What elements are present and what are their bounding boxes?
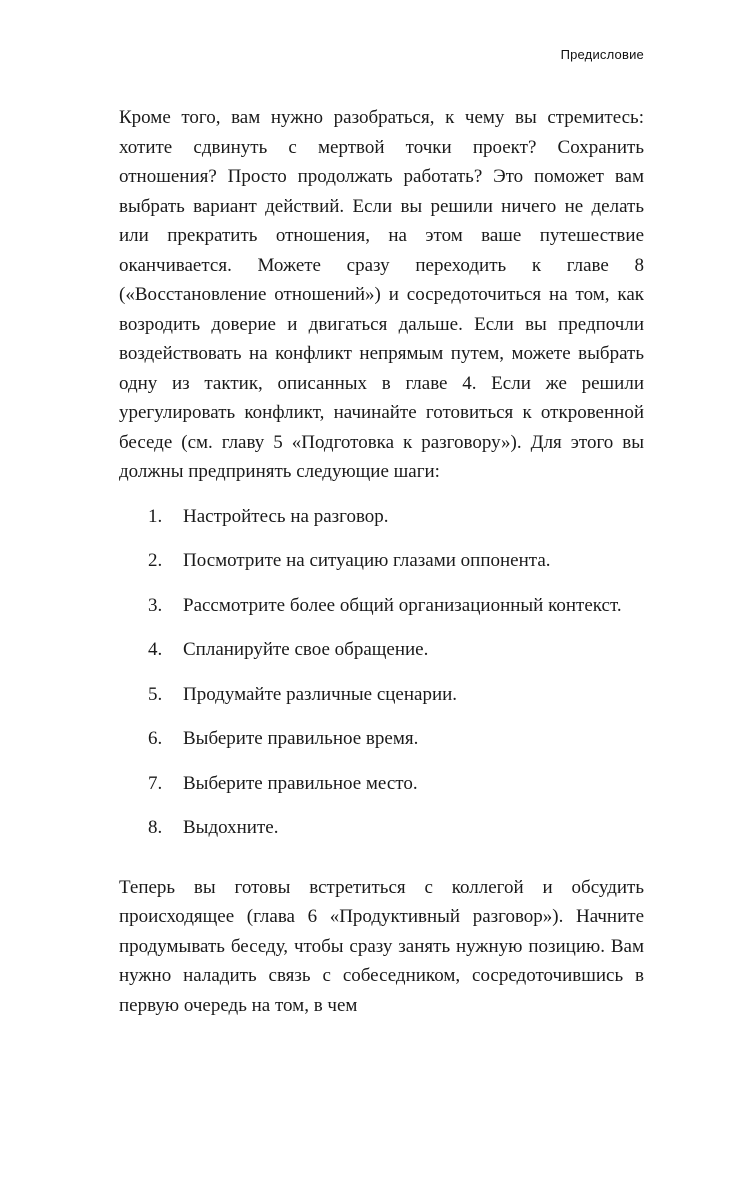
list-item (119, 680, 644, 710)
list-item-text: Продумайте различные сценарии. (183, 683, 458, 705)
list-item-number: 5. (148, 683, 163, 705)
list-item-number: 6. (148, 728, 163, 749)
list-item (119, 635, 644, 665)
steps-list (119, 502, 644, 843)
list-item-number: 1. (148, 505, 163, 527)
list-item (119, 769, 644, 799)
running-header: Предисловие (560, 47, 644, 62)
paragraph-1: Кроме того, вам нужно разобраться, к чему вы стремитесь: хотите сдвинуть с мертвой точки проект? Сохранить отношения? Просто продолжать работать? Это поможет вам выбрать вариант действий. Если вы решили ничего не делать или прекратить отношения, на этом ваше путешествие оканчивается. Можете сразу переходить к главе 8 («Восстановление отношений») и сосредоточиться на том, как возродить доверие и двигаться дальше. Если вы предпочли воздействовать на конфликт непрямым путем, можете выбрать одну из тактик, описанных в главе 4. Если же решили урегулировать конфликт, начинайте готовиться к откровенной беседе (см. главу 5 «Подготовка к разговору»). Для этого вы должны предпринять следующие шаги: (119, 107, 644, 482)
list-item (119, 502, 644, 532)
list-item-text: Выберите правильное место. (183, 772, 418, 794)
list-item-text: Настройтесь на разговор. (183, 505, 389, 527)
list-item-text: Посмотрите на ситуацию глазами оппонента. (183, 550, 551, 571)
list-item-text: Выдохните. (183, 817, 279, 838)
list-item-number: 3. (148, 594, 163, 616)
page-body (119, 103, 644, 1020)
list-item-number: 4. (148, 639, 163, 660)
list-item (119, 813, 644, 843)
list-item-number: 8. (148, 817, 163, 838)
list-item (119, 546, 644, 576)
list-item-text: Выберите правильное время. (183, 728, 419, 749)
list-item (119, 724, 644, 754)
list-item-text: Спланируйте свое обращение. (183, 639, 429, 660)
list-item (119, 591, 644, 621)
paragraph-2: Теперь вы готовы встретиться с коллегой и обсудить происходящее (глава 6 «Продуктивный разговор»). Начните продумывать беседу, чтобы сразу занять нужную позицию. Вам нужно наладить связь с собеседником, сосредоточившись в первую очередь на том, в чем (119, 876, 644, 1016)
list-item-number: 7. (148, 772, 163, 794)
list-item-text: Рассмотрите более общий организационный контекст. (183, 594, 622, 616)
list-item-number: 2. (148, 550, 163, 571)
